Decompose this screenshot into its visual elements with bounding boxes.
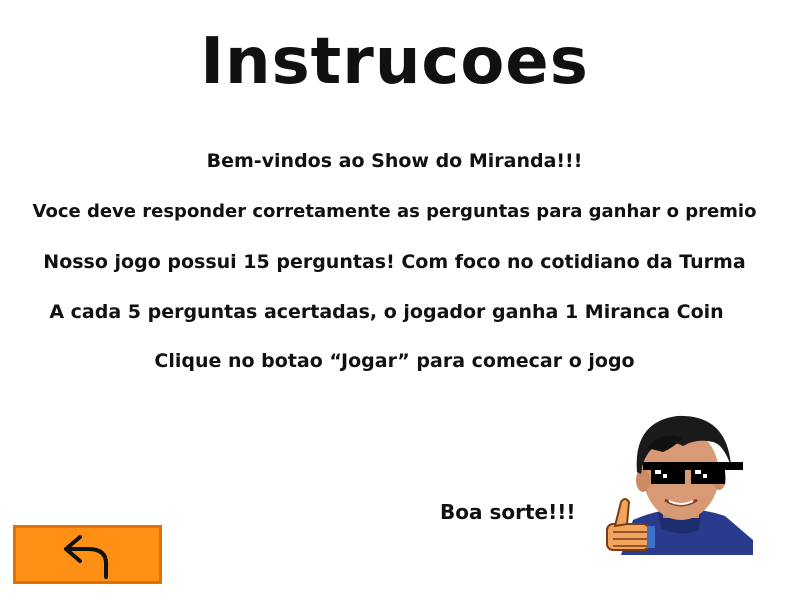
instruction-line-welcome: Bem-vindos ao Show do Miranda!!! bbox=[206, 150, 583, 172]
instruction-line-play: Clique no botao “Jogar” para comecar o jogo bbox=[154, 350, 635, 372]
good-luck-text: Boa sorte!!! bbox=[440, 500, 576, 524]
back-button[interactable] bbox=[13, 525, 162, 584]
undo-arrow-icon bbox=[58, 531, 118, 581]
instruction-line-goal: Voce deve responder corretamente as perguntas para ganhar o premio bbox=[32, 201, 757, 222]
host-avatar bbox=[603, 408, 753, 555]
host-avatar-image bbox=[603, 408, 753, 555]
instruction-line-questions: Nosso jogo possui 15 perguntas! Com foco no cotidiano da Turma bbox=[43, 251, 746, 273]
page-title: Instrucoes bbox=[200, 25, 589, 99]
instruction-line-coins: A cada 5 perguntas acertadas, o jogador ganha 1 Miranca Coin bbox=[49, 301, 724, 323]
